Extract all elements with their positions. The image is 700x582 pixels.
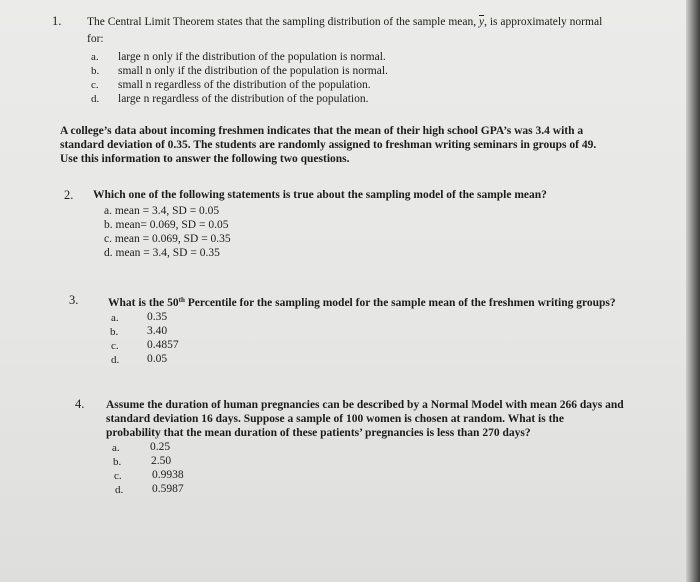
question-3-text-post: Percentile for the sampling model for the sample mean of the freshmen writing groups? (184, 297, 616, 309)
question-3-text (108, 294, 616, 310)
q2-option-b-text: mean= 0.069, SD = 0.05 (115, 219, 229, 231)
q2-option-c (104, 233, 231, 246)
q1-option-b-text: small n only if the distribution of the population is normal. (118, 65, 388, 77)
question-3-number: 3. (69, 293, 79, 307)
q4-option-a-letter: a. (112, 442, 120, 454)
q1-option-a-text: large n only if the distribution of the population is normal. (118, 51, 386, 63)
q2-option-c-text: mean = 0.069, SD = 0.35 (114, 233, 231, 245)
context-line-2: standard deviation of 0.35. The students are randomly assigned to freshman writing seminars in groups of 49. (60, 139, 597, 151)
q3-option-a-letter: a. (111, 312, 119, 324)
question-4-line-1: Assume the duration of human pregnancies can be described by a Normal Model with mean 266 days and (106, 399, 624, 411)
y-bar-symbol: $\overline{y}$ (478, 16, 485, 28)
question-3-superscript: th (178, 296, 185, 304)
question-2-text: Which one of the following statements is true about the sampling model of the sample mean? (93, 189, 547, 201)
question-1-for-label: for: (87, 33, 104, 45)
q4-option-b-letter: b. (113, 456, 122, 468)
context-line-3: Use this information to answer the following two questions. (60, 153, 350, 165)
q2-option-c-letter: c. (104, 233, 112, 245)
q3-option-c-text: 0.4857 (147, 339, 179, 351)
question-2-number: 2. (64, 188, 74, 202)
q4-option-d-text: 0.5987 (152, 483, 184, 495)
context-line-1: A college’s data about incoming freshmen indicates that the mean of their high school GPA’s was 3.4 with a (60, 125, 584, 137)
q4-option-d-letter: d. (115, 484, 124, 496)
q1-option-a-letter: a. (91, 51, 99, 63)
dark-right-edge (686, 0, 700, 582)
q2-option-a-letter: a. (104, 205, 112, 217)
q1-option-c-text: small n regardless of the distribution of the population. (118, 79, 371, 91)
q1-option-b-letter: b. (91, 65, 100, 77)
question-3-text-pre: What is the 50 (108, 297, 179, 309)
q4-option-a-text: 0.25 (150, 441, 171, 453)
q4-option-c-letter: c. (114, 470, 122, 482)
q4-option-b-text: 2.50 (151, 455, 172, 467)
q1-option-d-letter: d. (91, 93, 100, 105)
q2-option-d-letter: d. (104, 247, 113, 259)
question-4-number: 4. (75, 397, 85, 411)
q3-option-d-text: 0.05 (147, 353, 168, 365)
q1-option-d-text: large n regardless of the distribution of the population. (118, 93, 369, 105)
question-1-text-pre: The Central Limit Theorem states that the sampling distribution of the sample mean, (87, 16, 479, 28)
q2-option-b-letter: b. (104, 219, 113, 231)
q2-option-a-text: mean = 3.4, SD = 0.05 (114, 205, 220, 217)
question-4-line-3: probability that the mean duration of these patients’ pregnancies is less than 270 days? (106, 427, 531, 439)
q3-option-d-letter: d. (111, 354, 120, 366)
question-1-text-post: , is approximately normal (484, 16, 603, 28)
q3-option-b-text: 3.40 (147, 325, 168, 337)
q1-option-c-letter: c. (91, 79, 99, 91)
q3-option-a-text: 0.35 (147, 311, 168, 323)
q2-option-d (104, 247, 220, 260)
q2-option-d-text: mean = 3.4, SD = 0.35 (115, 247, 220, 259)
q2-option-b (104, 219, 228, 232)
q4-option-c-text: 0.9938 (152, 469, 184, 481)
q3-option-c-letter: c. (111, 340, 119, 352)
q2-option-a (104, 205, 219, 218)
question-1-text (87, 16, 602, 29)
q3-option-b-letter: b. (110, 326, 119, 338)
question-1-number: 1. (52, 14, 62, 28)
question-4-line-2: standard deviation 16 days. Suppose a sample of 100 women is chosen at random. What is the (106, 413, 564, 425)
